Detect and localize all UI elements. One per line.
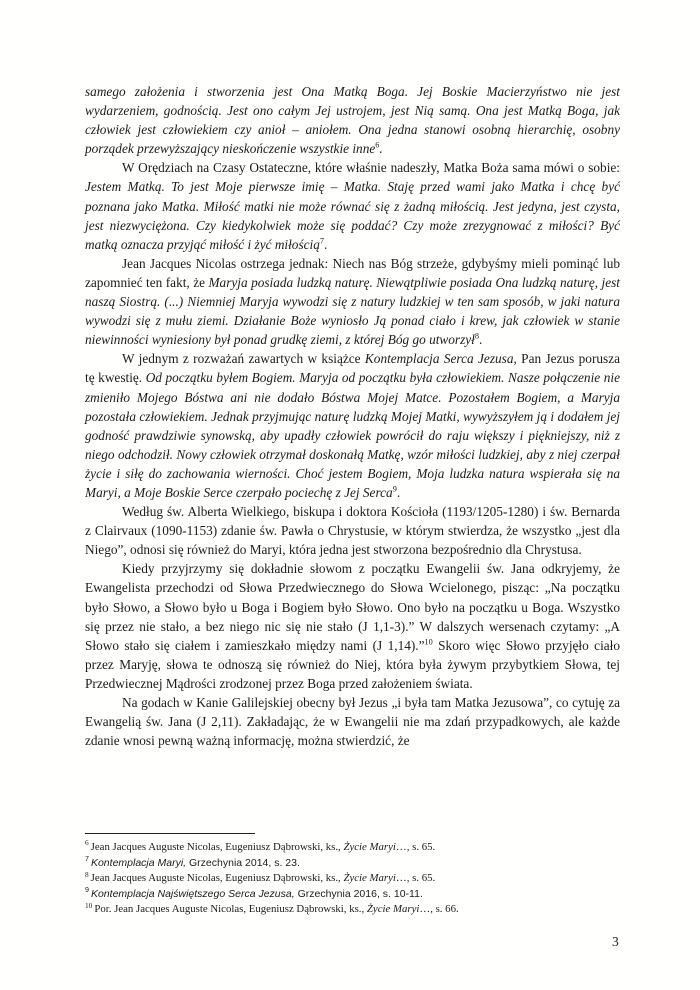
- text-run: .: [396, 484, 401, 500]
- paragraph: [85, 254, 620, 349]
- footnote-ref: 9: [392, 484, 397, 494]
- footnotes: [85, 840, 620, 918]
- footnote-ref: 8: [474, 331, 479, 341]
- text-run-italic: Kontemplacja Maryi,: [90, 856, 187, 869]
- footnote-ref: 10: [424, 637, 433, 647]
- paragraph: [85, 349, 620, 502]
- text-run-italic: Maryja posiada ludzką naturę. Niewątpliwie posiada Ona ludzką naturę, jest naszą Siostrą. (...) Niemniej Maryja wywodzi się z natury ludzkiej w ten sam sposób, w jaki natura wywodzi się z mułu ziemi. Działanie Boże wyniosło Ją ponad ciało i krew, jak człowiek w stanie niewinności wyniesiony był ponad grudkę ziemi, z której Bóg go utworzył: [85, 274, 620, 348]
- text-run-italic: Życie Maryi: [343, 872, 396, 885]
- text-run: …, s. 65.: [395, 872, 436, 885]
- text-run: Na godach w Kanie Galilejskiej obecny był Jezus „i była tam Matka Jezusowa”, co cytuję za Ewangelią św. Jana (J 2,11). Zakładając, że w Ewangelii nie ma zdań przypadkowych, ale każde zdanie wnosi pewną ważną informację, można stwierdzić, że: [85, 695, 620, 749]
- text-run: Według św. Alberta Wielkiego, biskupa i doktora Kościoła (1193/1205-1280) i św. Bernarda z Clairvaux (1090-1153) zdanie św. Pawła o Chrystusie, w którym stwierdza, że wszystko „jest dla Niego”, odnosi się również do Maryi, która jedna jest stworzona bezpośrednio dla Chrystusa.: [85, 504, 620, 558]
- page-number: 3: [612, 934, 619, 949]
- text-run: Skoro więc Słowo przyjęło ciało przez Maryję, słowa te odnoszą się również do Niej, która była żywym przybytkiem Słowa, tej Przedwiecznej Mądrości zrodzonej przez Boga przed założeniem świata.: [85, 637, 621, 691]
- text-run: …, s. 65.: [395, 841, 436, 853]
- text-run: Kiedy przyjrzymy się dokładnie słowom z początku Ewangelii św. Jana odkryjemy, że Ewangelista przechodzi od Słowa Przedwiecznego do Słowa Wcielonego, pisząc: „Na początku było Słowo, a Słowo było u Boga i Bogiem było Słowo. Ono było na początku u Boga. Wszystko się przez nie stało, a bez niego nic się nie stało (J 1,1-3).” W dalszych wersenach czytamy: „A Słowo stało się ciałem i zamieszkało między nami (J 1,14).”: [85, 561, 620, 653]
- footnote: [85, 902, 620, 918]
- text-run: Por. Jean Jacques Auguste Nicolas, Eugeniusz Dąbrowski, ks.,: [94, 903, 367, 916]
- body-text: [85, 82, 620, 750]
- text-run: Jean Jacques Auguste Nicolas, Eugeniusz Dąbrowski, ks.,: [90, 872, 344, 885]
- text-run: , Pan Jezus porusza tę kwestię.: [85, 351, 620, 386]
- paragraph: [85, 559, 620, 693]
- text-run-italic: Życie Maryi: [343, 841, 396, 853]
- text-run: Jean Jacques Auguste Nicolas, Eugeniusz Dąbrowski, ks.,: [90, 841, 344, 853]
- footnote-separator: [85, 833, 255, 834]
- text-run: Jean Jacques Nicolas ostrzega jednak: Niech nas Bóg strzeże, gdybyśmy mieli pominąć lub zapomnieć ten fakt, że: [85, 255, 620, 290]
- text-run: .: [324, 236, 328, 252]
- text-run-italic: Jestem Matką. To jest Moje pierwsze imię – Matka. Staję przed wami jako Matka i chcę być poznana jako Matka. Miłość matki nie może równać się z żadną miłością. Jest jedyna, jest czysta, jest niezwyciężona. Czy kiedykolwiek może się poddać? Czy może zrezygnować z miłości? Być matką oznacza przyjąć miłość i żyć miłością: [85, 179, 620, 252]
- footnote-marker: 9: [85, 886, 89, 895]
- text-run: .: [479, 332, 483, 348]
- text-run-italic: Od początku byłem Bogiem. Maryja od początku była człowiekiem. Nasze połączenie nie zmieniło Mojego Bóstwa ani nie dodało Bóstwa Mojej Matce. Pozostałem Bogiem, a Maryja pozostała człowiekiem. Jednak przyjmując naturę ludzką Mojej Matki, wywyższyłem ją i dodałem jej godność prawdziwie synowską, aby upadły człowiek powrócił do raju większy i piękniejszy, niż z niego odchodził. Nowy człowiek otrzymał doskonałą Matkę, wzór miłości ludzkiej, aby z niej czerpał życie i siłę do zachowania wierności. Choć jestem Bogiem, Moja ludzka natura wspierała się na Maryi, a Moje Boskie Serce czerpało pociechę z Jej Serca: [85, 370, 620, 500]
- paragraph: [85, 158, 620, 253]
- footnote-marker: 7: [85, 855, 89, 864]
- footnote: [85, 840, 620, 856]
- footnote: [85, 856, 620, 872]
- footnote-marker: 10: [85, 900, 93, 910]
- text-run-italic: Życie Maryi: [366, 903, 420, 916]
- footnote: [85, 887, 620, 903]
- footnote-marker: 6: [85, 838, 89, 848]
- paragraph: [85, 502, 620, 559]
- footnote-ref: 7: [319, 236, 325, 246]
- footnote-marker: 8: [85, 869, 89, 879]
- text-run: …, s. 66.: [419, 903, 459, 916]
- text-run: W jednym z rozważań zawartych w książce: [122, 351, 365, 367]
- text-run-italic: samego założenia i stworzenia jest Ona Matką Boga. Jej Boskie Macierzyństwo nie jest wydarzeniem, godnością. Jest ono całym Jej ustrojem, jest Nią samą. Ona jest Matką Boga, jak człowiek jest człowiekiem czy anioł – aniołem. Ona jedna stanowi osobną hierarchię, osobny porządek przewyższający nieskończenie wszystkie inne: [85, 84, 620, 157]
- text-run: Grzechynia 2014, s. 23.: [186, 856, 300, 869]
- text-run: W Orędziach na Czasy Ostateczne, które właśnie nadeszły, Matka Boża sama mówi o sobie:: [122, 160, 620, 176]
- text-run: Grzechynia 2016, s. 10-11.: [294, 887, 423, 900]
- text-run-italic: Kontemplacja Najświętszego Serca Jezusa,: [90, 887, 295, 900]
- paragraph: [85, 82, 620, 158]
- text-run-italic: Kontemplacja Serca Jezusa: [364, 351, 514, 367]
- footnote-ref: 6: [375, 140, 380, 150]
- footnote: [85, 871, 620, 887]
- paragraph: [85, 693, 620, 750]
- text-run-italic: .: [379, 141, 383, 157]
